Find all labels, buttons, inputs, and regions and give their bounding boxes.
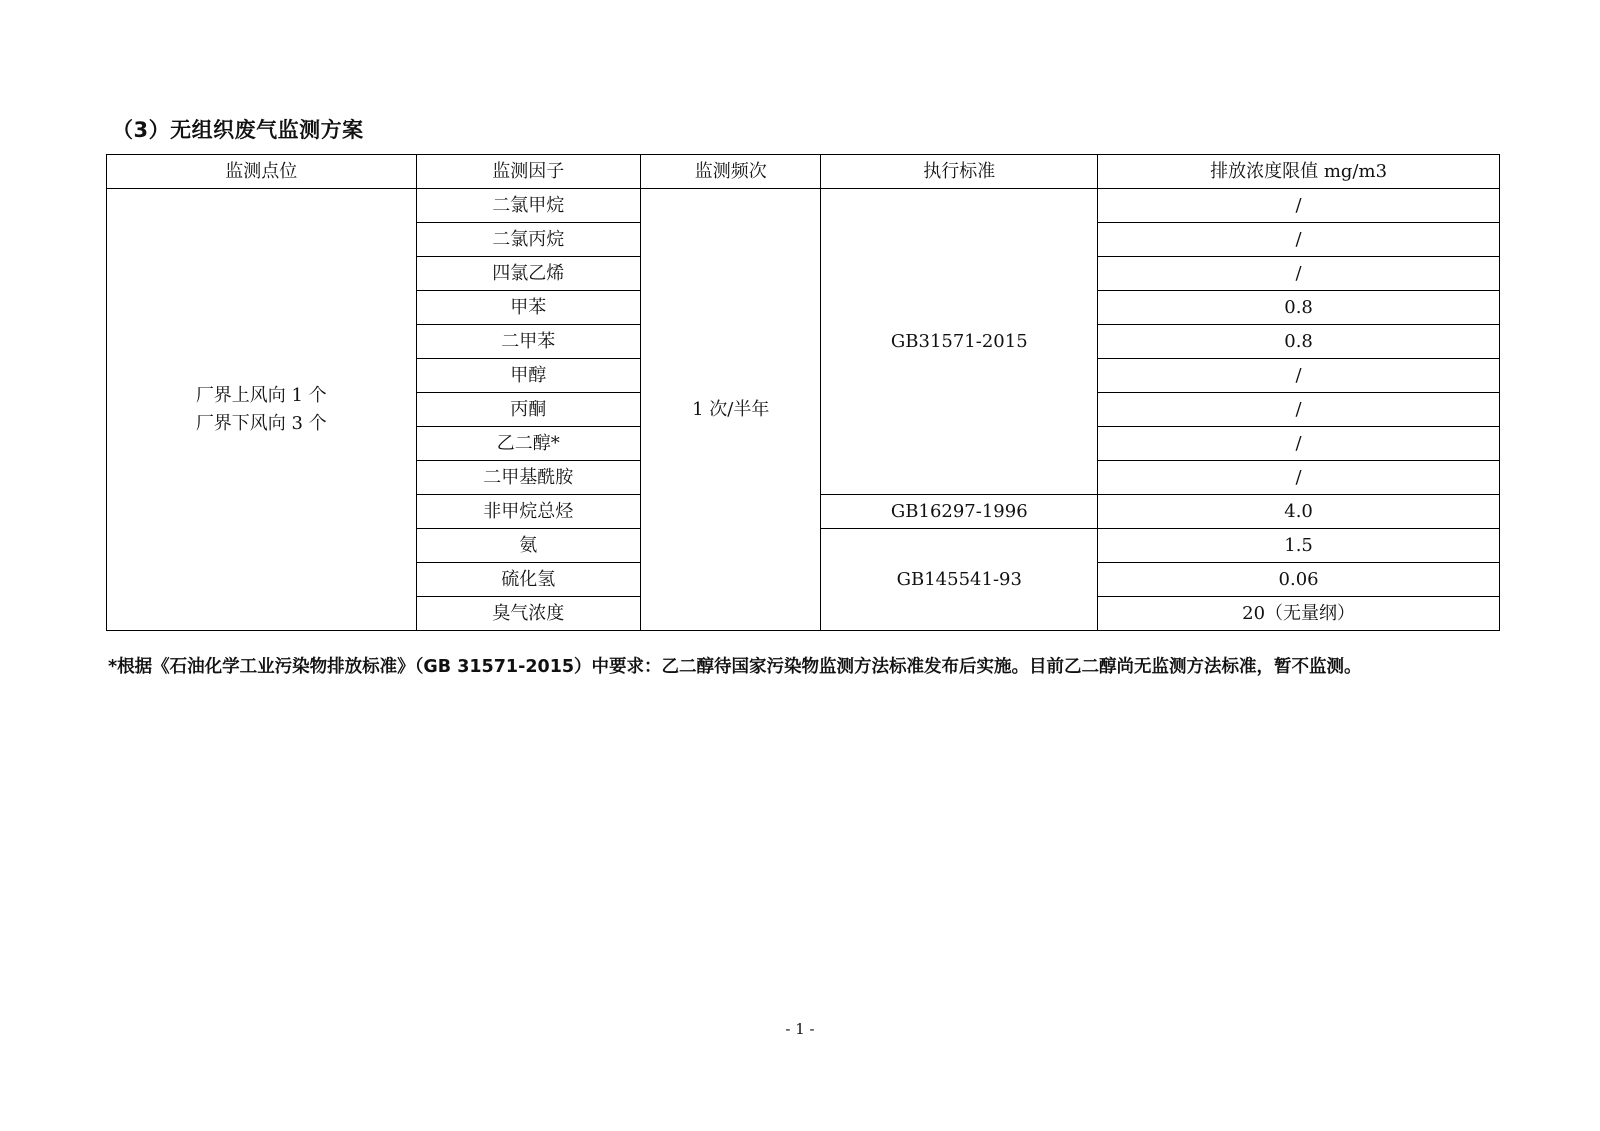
- limit-cell: 0.8: [1098, 291, 1500, 325]
- standard-cell: GB145541-93: [821, 529, 1098, 631]
- limit-cell: 0.06: [1098, 563, 1500, 597]
- factor-cell: 氨: [416, 529, 640, 563]
- header-standard: 执行标准: [821, 155, 1098, 189]
- factor-cell: 甲苯: [416, 291, 640, 325]
- header-monitoring-point: 监测点位: [107, 155, 417, 189]
- factor-cell-ethylene-glycol: 乙二醇*: [416, 427, 640, 461]
- factor-cell: 甲醇: [416, 359, 640, 393]
- monitoring-plan-table: [106, 154, 1500, 631]
- limit-cell: /: [1098, 461, 1500, 495]
- factor-cell: 硫化氢: [416, 563, 640, 597]
- header-emission-limit: 排放浓度限值 mg/m3: [1098, 155, 1500, 189]
- monitoring-point-downwind: 厂界下风向 3 个: [195, 412, 327, 434]
- factor-cell: 臭气浓度: [416, 597, 640, 631]
- header-frequency: 监测频次: [641, 155, 821, 189]
- factor-cell: 二甲基酰胺: [416, 461, 640, 495]
- limit-cell: 1.5: [1098, 529, 1500, 563]
- factor-cell: 二氯丙烷: [416, 223, 640, 257]
- monitoring-point-upwind: 厂界上风向 1 个: [195, 384, 327, 406]
- limit-cell: 0.8: [1098, 325, 1500, 359]
- limit-cell: /: [1098, 359, 1500, 393]
- section-title: （3）无组织废气监测方案: [112, 118, 364, 142]
- limit-cell: 4.0: [1098, 495, 1500, 529]
- monitoring-point-cell: [107, 189, 417, 631]
- limit-cell: 20（无量纲）: [1098, 597, 1500, 631]
- factor-cell: 非甲烷总烃: [416, 495, 640, 529]
- factor-cell: 二氯甲烷: [416, 189, 640, 223]
- limit-cell: /: [1098, 223, 1500, 257]
- table-row: [107, 189, 1500, 223]
- limit-cell: /: [1098, 257, 1500, 291]
- page-number: - 1 -: [785, 1020, 815, 1038]
- limit-cell: /: [1098, 393, 1500, 427]
- factor-cell: 丙酮: [416, 393, 640, 427]
- header-monitoring-factor: 监测因子: [416, 155, 640, 189]
- standard-cell: GB31571-2015: [821, 189, 1098, 495]
- factor-cell: 二甲苯: [416, 325, 640, 359]
- standard-cell: GB16297-1996: [821, 495, 1098, 529]
- footnote: *根据《石油化学工业污染物排放标准》（GB 31571-2015）中要求：乙二醇待国家污染物监测方法标准发布后实施。目前乙二醇尚无监测方法标准，暂不监测。: [108, 657, 1362, 677]
- factor-cell: 四氯乙烯: [416, 257, 640, 291]
- limit-cell: /: [1098, 427, 1500, 461]
- limit-cell: /: [1098, 189, 1500, 223]
- table-header-row: [107, 155, 1500, 189]
- frequency-cell: 1 次/半年: [641, 189, 821, 631]
